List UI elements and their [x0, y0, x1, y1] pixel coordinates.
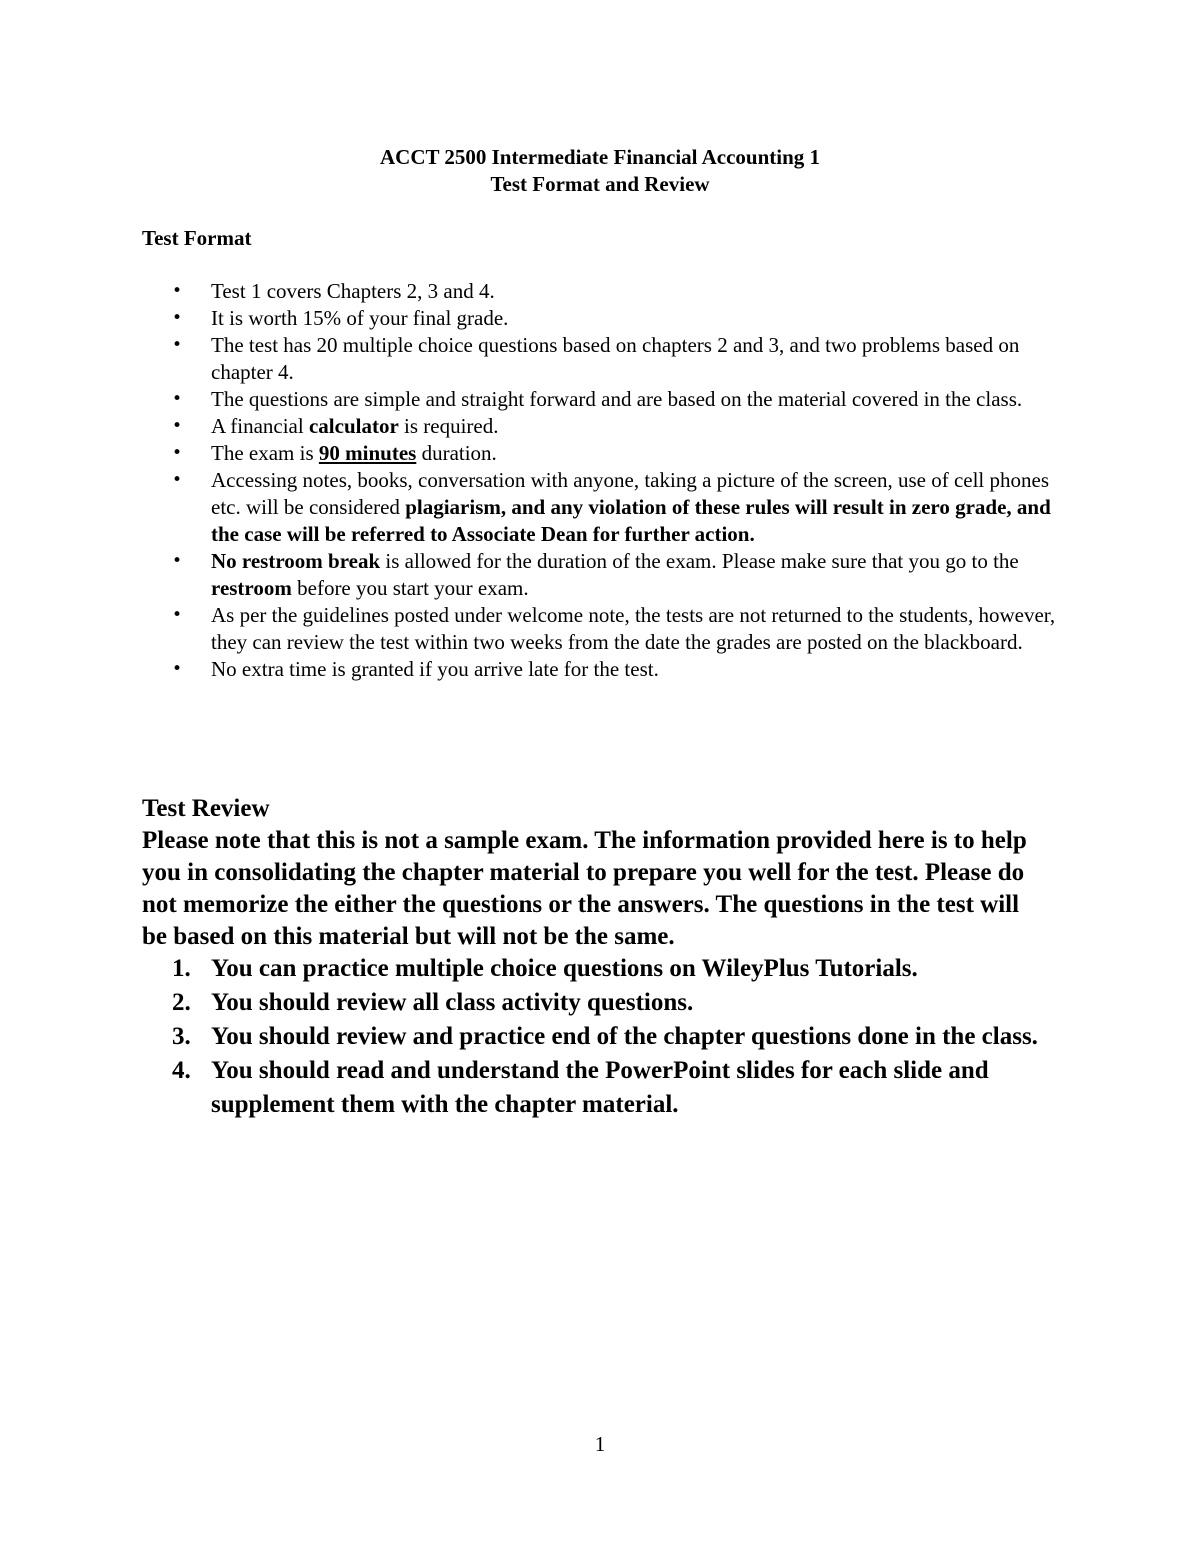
list-item: • It is worth 15% of your final grade. — [0, 305, 1070, 332]
review-intro-paragraph: Please note that this is not a sample exam. The information provided here is to help you in consolidating the chapter material to prepare you well for the test. Please do not memorize the either the questions or the answers. The questions in the test will be based on this material but will not be the same. — [142, 827, 1027, 950]
list-item: • Test 1 covers Chapters 2, 3 and 4. — [0, 278, 1070, 305]
list-item: • The exam is 90 minutes duration. — [0, 440, 1070, 467]
test-format-list — [0, 278, 1070, 683]
list-item: 4. You should read and understand the PowerPoint slides for each slide and supplement them with the chapter material. — [172, 1057, 989, 1118]
test-review-heading: Test Review — [142, 795, 270, 822]
list-item: • The test has 20 multiple choice questions based on chapters 2 and 3, and two problems based on chapter 4. — [0, 332, 1070, 386]
list-item: • The questions are simple and straight forward and are based on the material covered in the class. — [0, 386, 1070, 413]
list-item: 2. You should review all class activity questions. — [172, 989, 694, 1016]
review-list — [0, 952, 1040, 1122]
list-item: • Accessing notes, books, conversation with anyone, taking a picture of the screen, use of cell phones etc. will be considered plagiarism, and any violation of these rules will result in zero grade, and the case will be referred to Associate Dean for further action. — [0, 467, 1070, 548]
document-subtitle: Test Format and Review — [490, 172, 710, 196]
test-format-heading: Test Format — [142, 226, 252, 250]
document-title: ACCT 2500 Intermediate Financial Accounting 1 — [379, 145, 821, 169]
list-item: • No extra time is granted if you arrive late for the test. — [0, 656, 1070, 683]
list-item: 3. You should review and practice end of the chapter questions done in the class. — [172, 1023, 1038, 1050]
list-item: 1. You can practice multiple choice questions on WileyPlus Tutorials. — [172, 955, 918, 982]
page-number: 1 — [594, 1432, 606, 1456]
list-item: • A financial calculator is required. — [0, 413, 1070, 440]
list-item: • As per the guidelines posted under welcome note, the tests are not returned to the students, however, they can review the test within two weeks from the date the grades are posted on the blackboard. — [0, 602, 1070, 656]
list-item: • No restroom break is allowed for the duration of the exam. Please make sure that you go to the restroom before you start your exam. — [0, 548, 1070, 602]
